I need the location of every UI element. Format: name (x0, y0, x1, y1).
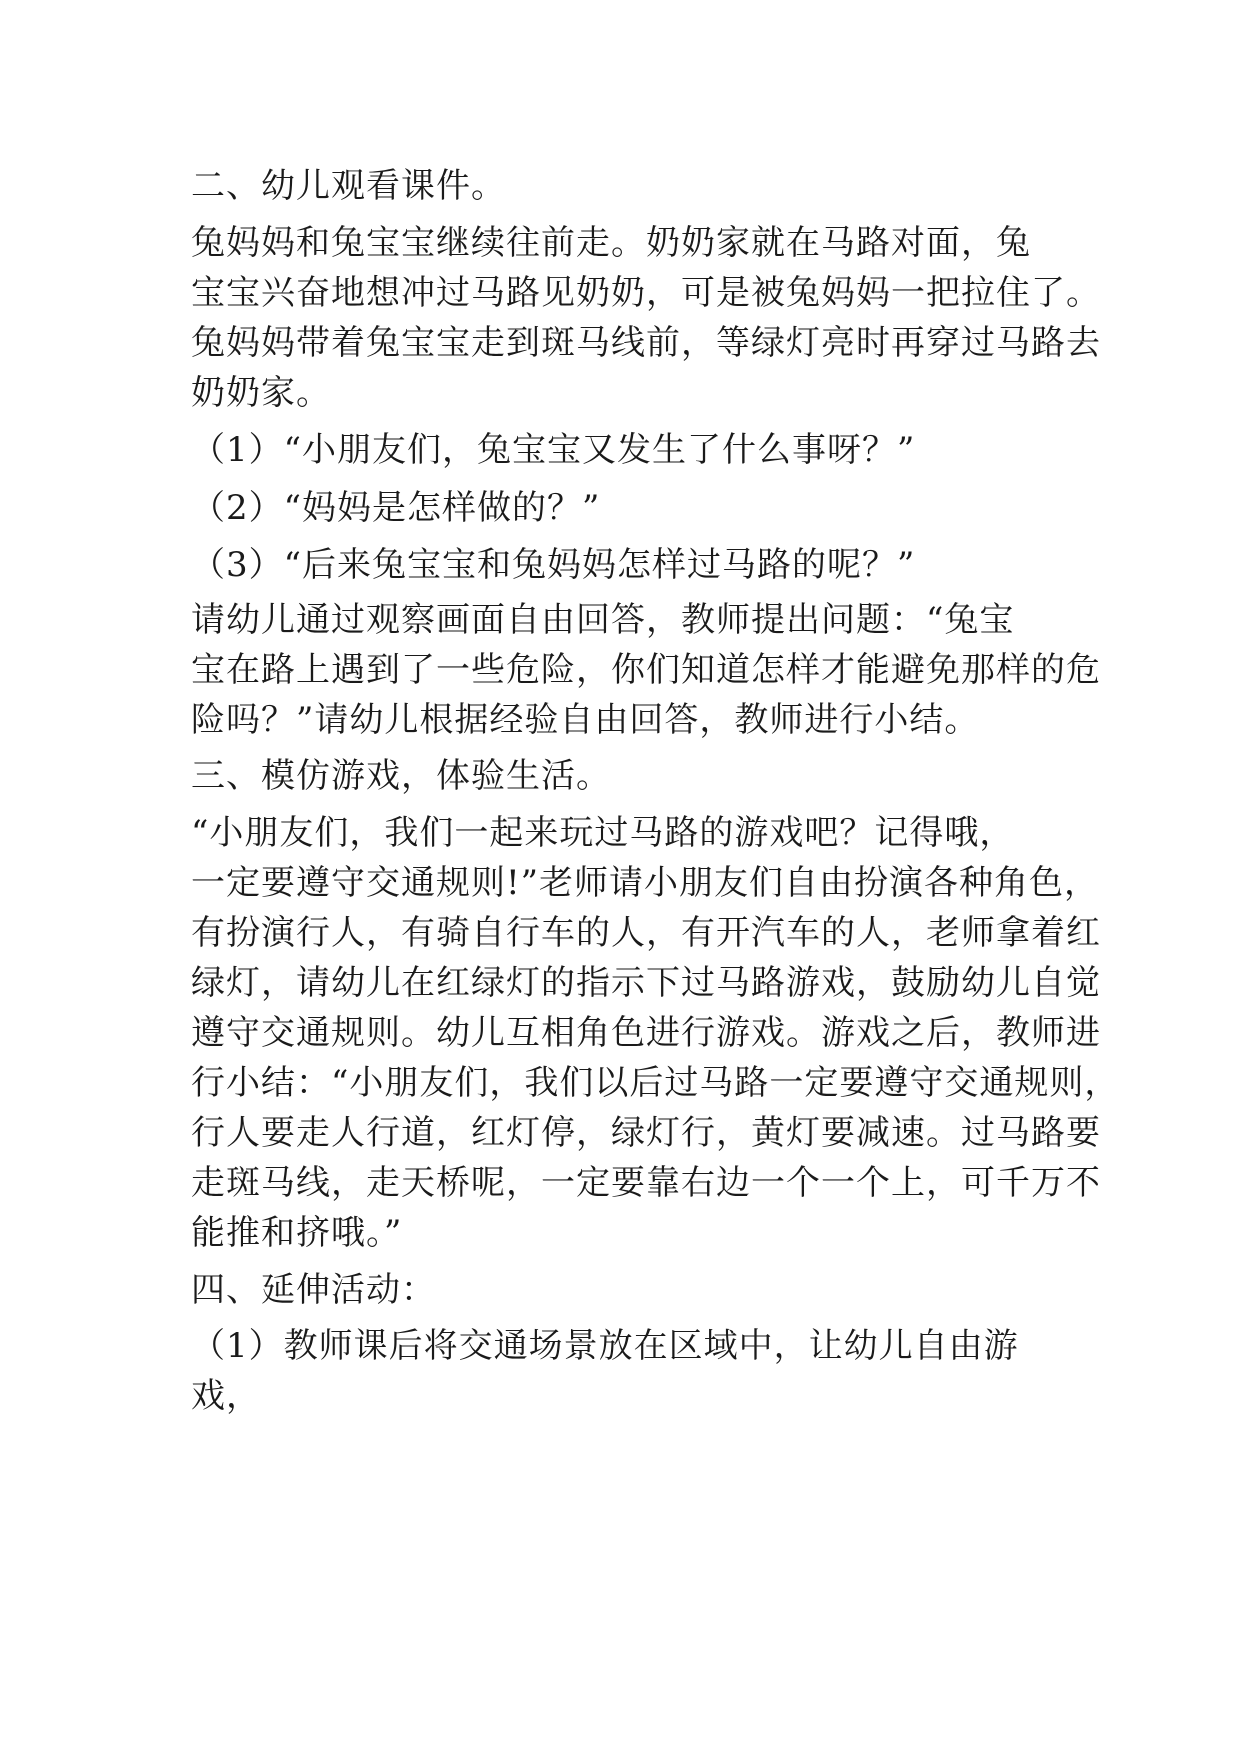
paragraph-line: （1）教师课后将交通场景放在区域中，让幼儿自由游 (191, 1326, 1019, 1366)
paragraph-line: 绿灯，请幼儿在红绿灯的指示下过马路游戏，鼓励幼儿自觉 (191, 963, 1101, 1003)
paragraph-line: 有扮演行人，有骑自行车的人，有开汽车的人，老师拿着红 (191, 913, 1101, 953)
paragraph-line: 行人要走人行道，红灯停，绿灯行，黄灯要减速。过马路要 (191, 1113, 1101, 1153)
paragraph-line: 兔妈妈和兔宝宝继续往前走。奶奶家就在马路对面，兔 (191, 223, 1031, 263)
paragraph-line: 宝在路上遇到了一些危险，你们知道怎样才能避免那样的危 (191, 650, 1101, 690)
paragraph-line: 兔妈妈带着兔宝宝走到斑马线前，等绿灯亮时再穿过马路去 (191, 323, 1101, 363)
paragraph-line: 宝宝兴奋地想冲过马路见奶奶，可是被兔妈妈一把拉住了。 (191, 273, 1101, 313)
paragraph-line: 一定要遵守交通规则!”老师请小朋友们自由扮演各种角色， (191, 863, 1100, 903)
section-heading-4: 四、延伸活动： (191, 1270, 436, 1310)
paragraph-line: “小朋友们，我们一起来玩过马路的游戏吧？记得哦， (191, 813, 1015, 853)
paragraph-line: 能推和挤哦。” (191, 1213, 403, 1253)
question-item-2: （2）“妈妈是怎样做的？” (191, 488, 601, 528)
question-item-1: （1）“小朋友们，兔宝宝又发生了什么事呀？” (191, 430, 916, 470)
paragraph-line: 戏， (191, 1376, 261, 1416)
paragraph-line: 请幼儿通过观察画面自由回答，教师提出问题：“兔宝 (191, 600, 1015, 640)
question-item-3: （3）“后来兔宝宝和兔妈妈怎样过马路的呢？” (191, 545, 916, 585)
section-heading-3: 三、模仿游戏，体验生活。 (191, 756, 611, 796)
paragraph-line: 行小结：“小朋友们，我们以后过马路一定要遵守交通规则， (191, 1063, 1120, 1103)
section-heading-2: 二、幼儿观看课件。 (191, 166, 506, 206)
paragraph-line: 遵守交通规则。幼儿互相角色进行游戏。游戏之后，教师进 (191, 1013, 1101, 1053)
paragraph-line: 走斑马线，走天桥呢，一定要靠右边一个一个上，可千万不 (191, 1163, 1101, 1203)
paragraph-line: 奶奶家。 (191, 373, 331, 413)
paragraph-line: 险吗？”请幼儿根据经验自由回答，教师进行小结。 (191, 700, 980, 740)
